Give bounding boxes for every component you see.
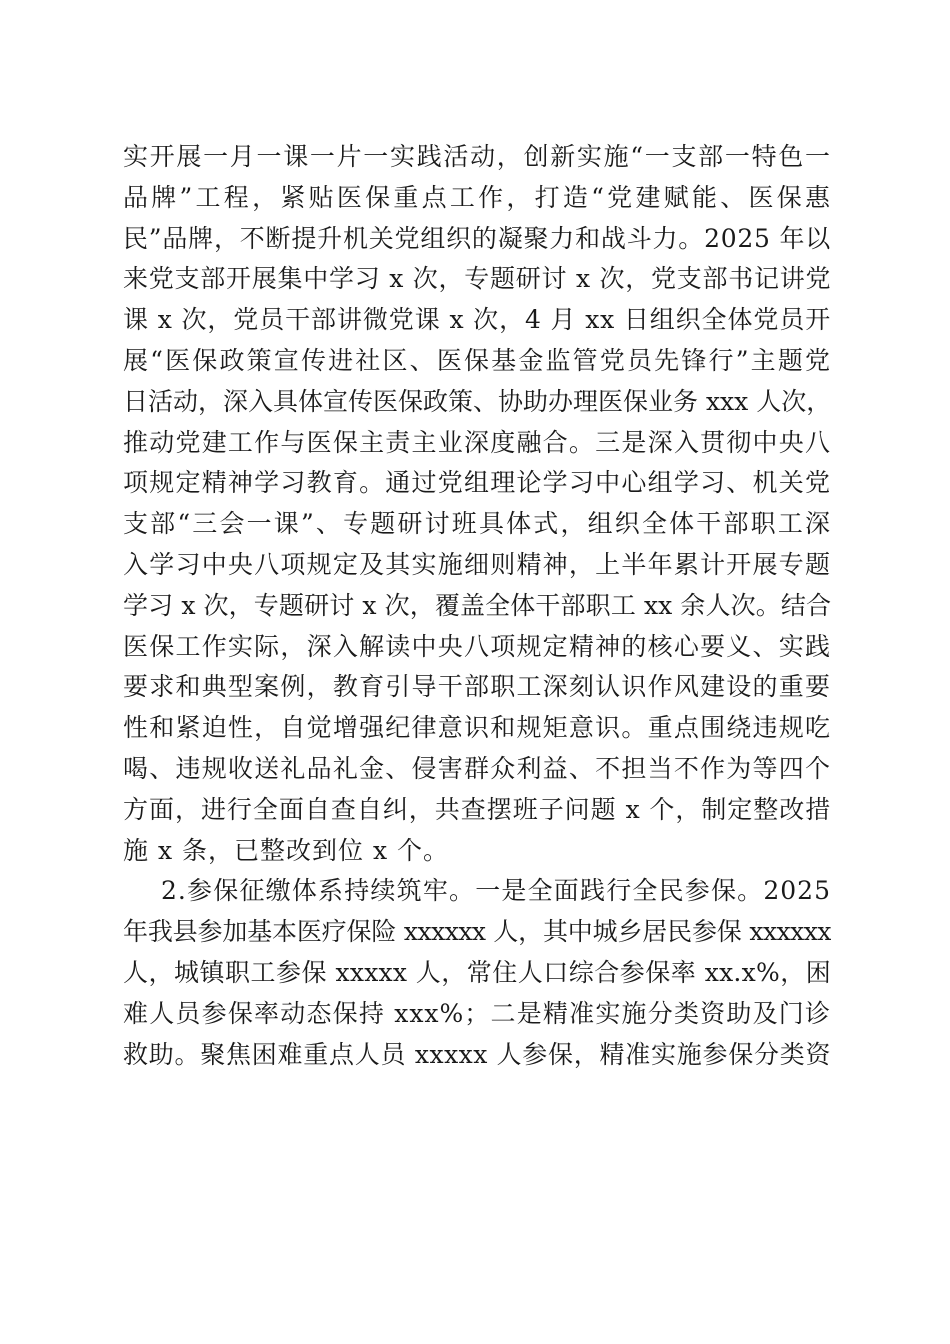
section-heading-line: 2.参保征缴体系持续筑牢。一是全面践行全民参保。2025 xyxy=(161,876,831,906)
text-line: 课 x 次，党员干部讲微党课 x 次，4 月 xx 日组织全体党员开 xyxy=(123,305,831,335)
text-line: 人，城镇职工参保 xxxxx 人，常住人口综合参保率 xx.x%，困 xyxy=(123,957,831,987)
text-line: 学习 x 次，专题研讨 x 次，覆盖全体干部职工 xx 余人次。结合 xyxy=(123,590,831,620)
body-text xyxy=(123,137,831,1075)
text-line: 实开展一月一课一片一实践活动，创新实施“一支部一特色一 xyxy=(123,142,831,171)
text-line: 入学习中央八项规定及其实施细则精神，上半年累计开展专题 xyxy=(123,549,831,579)
text-line: 救助。聚焦困难重点人员 xxxxx 人参保，精准实施参保分类资 xyxy=(123,1039,831,1069)
text-line: 年我县参加基本医疗保险 xxxxxx 人，其中城乡居民参保 xxxxxx xyxy=(123,917,831,947)
text-line: 难人员参保率动态保持 xxx%；二是精准实施分类资助及门诊 xyxy=(123,998,831,1028)
text-line: 项规定精神学习教育。通过党组理论学习中心组学习、机关党 xyxy=(123,468,831,498)
text-line: 喝、违规收送礼品礼金、侵害群众利益、不担当不作为等四个 xyxy=(123,753,831,783)
text-line: 方面，进行全面自查自纠，共查摆班子问题 x 个，制定整改措 xyxy=(123,794,831,824)
text-line: 施 x 条，已整改到位 x 个。 xyxy=(123,835,449,865)
text-line: 来党支部开展集中学习 x 次，专题研讨 x 次，党支部书记讲党 xyxy=(123,264,831,294)
text-line: 推动党建工作与医保主责主业深度融合。三是深入贯彻中央八 xyxy=(123,427,831,457)
text-line: 品牌”工程，紧贴医保重点工作，打造“党建赋能、医保惠 xyxy=(123,182,831,212)
text-line: 展“医保政策宣传进社区、医保基金监管党员先锋行”主题党 xyxy=(123,345,831,375)
text-line: 要求和典型案例，教育引导干部职工深刻认识作风建设的重要 xyxy=(123,672,831,702)
text-line: 日活动，深入具体宣传医保政策、协助办理医保业务 xxx 人次， xyxy=(123,386,831,416)
text-line: 民”品牌，不断提升机关党组织的凝聚力和战斗力。2025 年以 xyxy=(123,223,831,253)
text-line: 支部“三会一课”、专题研讨班具体式，组织全体干部职工深 xyxy=(123,509,831,539)
text-line: 医保工作实际，深入解读中央八项规定精神的核心要义、实践 xyxy=(123,631,831,661)
text-line: 性和紧迫性，自觉增强纪律意识和规矩意识。重点围绕违规吃 xyxy=(123,713,831,743)
